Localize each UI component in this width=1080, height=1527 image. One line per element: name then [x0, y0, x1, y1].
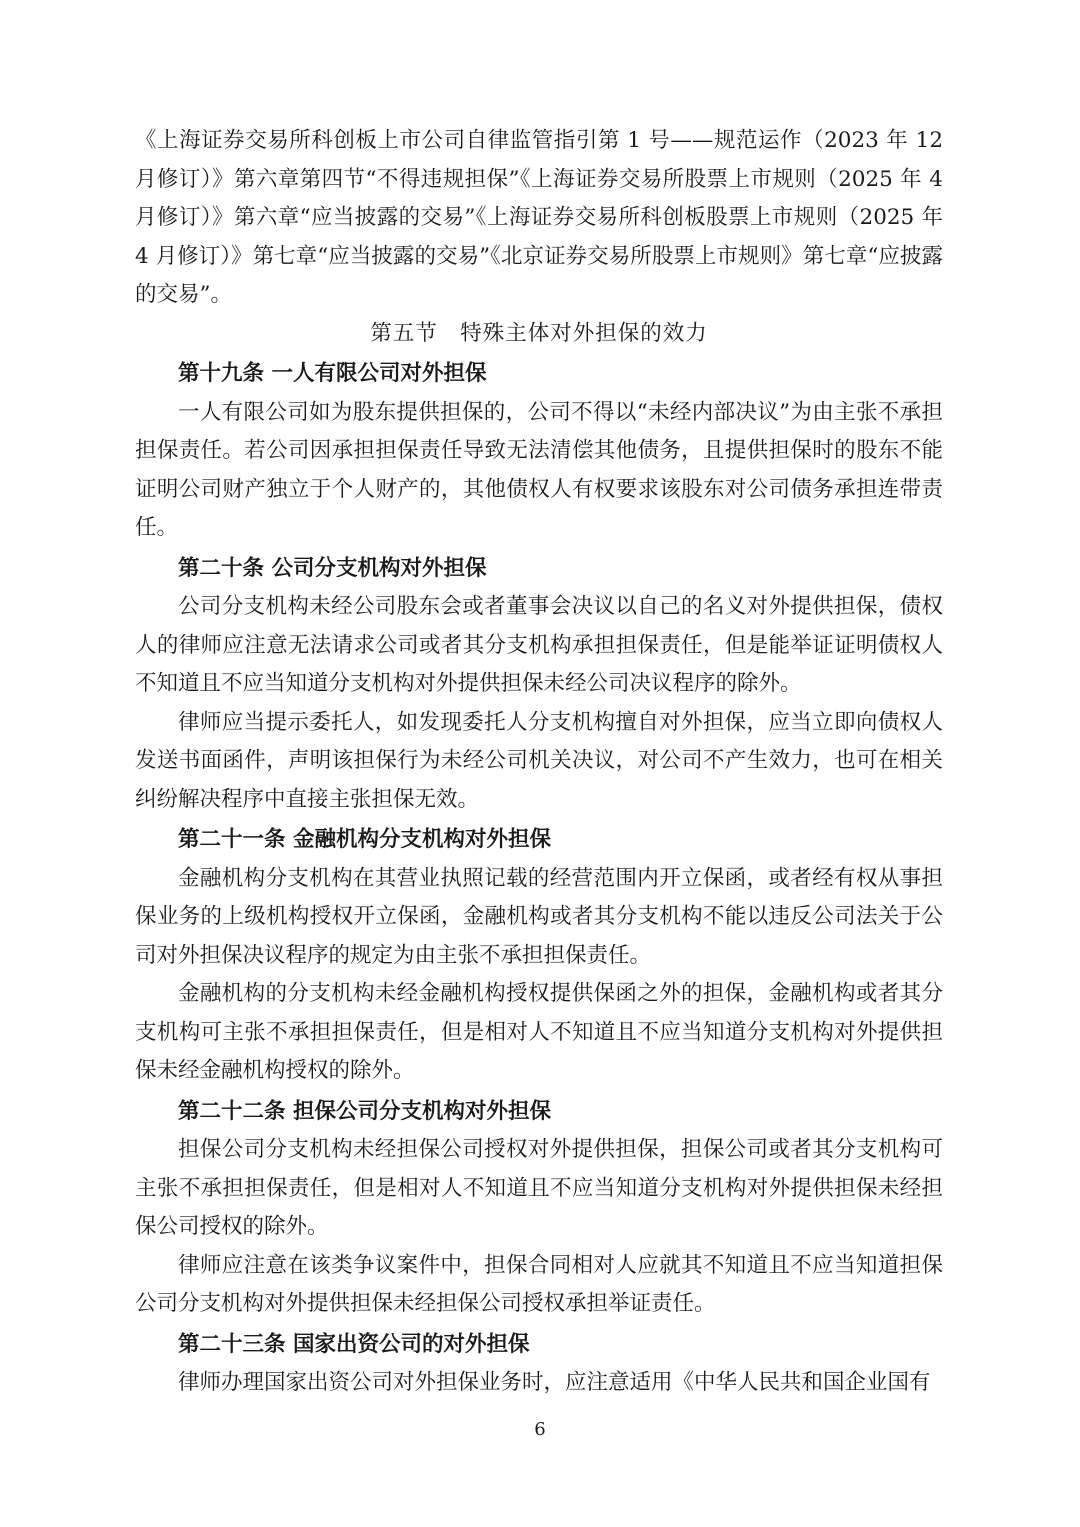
article-paragraph: 律师应当提示委托人，如发现委托人分支机构擅自对外担保，应当立即向债权人发送书面函件，声明该担保行为未经公司机关决议，对公司不产生效力，也可在相关纠纷解决程序中直接主张担保无效。 — [135, 709, 943, 812]
article-title: 第十九条 一人有限公司对外担保 — [178, 361, 487, 386]
page-number: 6 — [534, 1419, 546, 1440]
article-paragraph: 公司分支机构未经公司股东会或者董事会决议以自己的名义对外提供担保，债权人的律师应注意无法请求公司或者其分支机构承担担保责任，但是能举证证明债权人不知道且不应当知道分支机构对外提供担保未经公司决议程序的除外。 — [135, 594, 943, 696]
article-title: 第二十一条 金融机构分支机构对外担保 — [178, 827, 551, 852]
article-23 — [135, 1326, 943, 1403]
article-paragraph: 担保公司分支机构未经担保公司授权对外提供担保，担保公司或者其分支机构可主张不承担担保责任，但是相对人不知道且不应当知道分支机构对外提供担保未经担保公司授权的除外。 — [135, 1137, 943, 1239]
article-title: 第二十二条 担保公司分支机构对外担保 — [178, 1098, 551, 1124]
article-21 — [135, 821, 943, 1091]
article-paragraph: 一人有限公司如为股东提供担保的，公司不得以“未经内部决议”为由主张不承担担保责任。若公司因承担担保责任导致无法清偿其他债务，且提供担保时的股东不能证明公司财产独立于个人财产的，其他债权人有权要求该股东对公司债务承担连带责任。 — [135, 399, 943, 540]
article-paragraph: 金融机构分支机构在其营业执照记载的经营范围内开立保函，或者经有权从事担保业务的上级机构授权开立保函，金融机构或者其分支机构不能以违反公司法关于公司对外担保决议程序的规定为由主张不承担担保责任。 — [135, 865, 943, 968]
article-paragraph: 金融机构的分支机构未经金融机构授权提供保函之外的担保，金融机构或者其分支机构可主张不承担担保责任，但是相对人不知道且不应当知道分支机构对外提供担保未经金融机构授权的除外。 — [135, 981, 943, 1083]
document-body — [135, 122, 943, 1403]
intro-paragraph: 《上海证券交易所科创板上市公司自律监管指引第 1 号——规范运作（2023 年 12 月修订）》第六章第四节“不得违规担保”《上海证券交易所股票上市规则（2025 年 4 月修订）》第六章“应当披露的交易”《上海证券交易所科创板股票上市规则（2025 年 4 月修订）》第七章“应当披露的交易”《北京证券交易所股票上市规则》第七章“应披露的交易”。 — [135, 128, 943, 307]
article-19 — [135, 355, 943, 548]
article-20 — [135, 550, 943, 820]
article-paragraph: 律师应注意在该类争议案件中，担保合同相对人应就其不知道且不应当知道担保公司分支机构对外提供担保未经担保公司授权承担举证责任。 — [135, 1252, 943, 1316]
article-22 — [135, 1093, 943, 1324]
article-title: 第二十条 公司分支机构对外担保 — [178, 555, 487, 581]
article-paragraph: 律师办理国家出资公司对外担保业务时，应注意适用《中华人民共和国企业国有 — [178, 1370, 931, 1395]
section-title: 第五节 特殊主体对外担保的效力 — [370, 320, 708, 346]
article-title: 第二十三条 国家出资公司的对外担保 — [178, 1331, 530, 1357]
